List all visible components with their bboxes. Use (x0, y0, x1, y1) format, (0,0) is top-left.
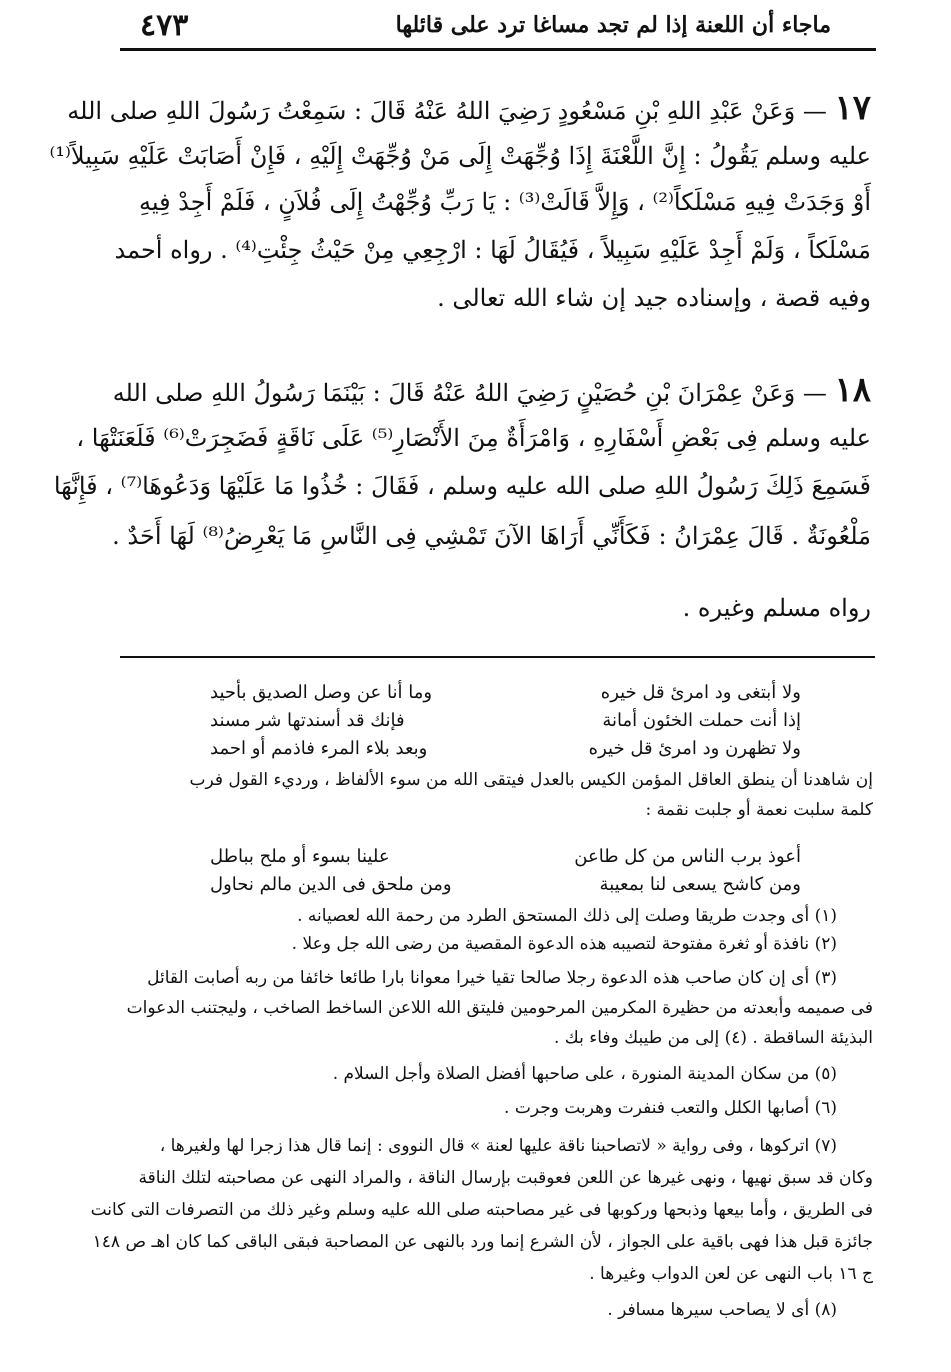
hadith-line: رواه مسلم وغيره . (682, 594, 871, 622)
hadith-number: ١٨ (834, 370, 871, 410)
hadith-line: عليه وسلم يَقُولُ : إِنَّ اللَّعْنَةَ إِذَا وُجِّهَتْ إِلَى مَنْ وُجِّهَتْ إِلَيْهِ ، فَإِنْ أَصَابَتْ عَلَيْهِ سَبِيلاً⁽¹⁾ (49, 142, 871, 170)
footnote-line: (٢) نافذة أو ثغرة مفتوحة لتصيبه هذه الدعوة المقصية من رضى الله جل وعلا . (291, 934, 837, 954)
verse: ولا تظهرن ود امرئ قل خيره وبعد بلاء المرء فاذمم أو احمد (210, 738, 801, 759)
prose-line: إن شاهدنا أن ينطق العاقل المؤمن الكيس بالعدل فيتقى الله من سوء الألفاظ ، ورديء القول فرب (189, 770, 873, 790)
footnote-line: (٦) أصابها الكلل والتعب فنفرت وهربت وجرت . (504, 1098, 837, 1118)
hadith-line: وفيه قصة ، وإسناده جيد إن شاء الله تعالى . (437, 284, 871, 312)
footnote-line: (٨) أى لا يصاحب سيرها مسافر . (607, 1300, 837, 1320)
hadith-line: عليه وسلم فِى بَعْضِ أَسْفَارِهِ ، وَامْرَأَةٌ مِنَ الأَنْصَارِ⁽⁵⁾ عَلَى نَاقَةٍ فَضَجِرَتْ⁽⁶⁾ فَلَعَنَتْهَا ، (76, 424, 871, 452)
hadith-line: مَلْعُونَةٌ . قَالَ عِمْرَانُ : فَكَأَنِّي أَرَاهَا الآنَ تَمْشِي فِى النَّاسِ مَا يَعْرِضُ⁽⁸⁾ لَهَا أَحَدٌ . (112, 522, 871, 550)
hadith-number: ١٧ (834, 88, 871, 128)
verse: إذا أنت حملت الخئون أمانة فإنك قد أسندتها شر مسند (210, 710, 801, 731)
footnote-line: (٧) اتركوها ، وفى رواية « لاتصاحبنا ناقة عليها لعنة » قال النووى : إنما قال هذا زجرا لها ولغيرها ، (159, 1136, 837, 1156)
footnote-line: فى الطريق ، وأما بيعها وذبحها وركوبها فى غير مصاحبته صلى الله عليه وسلم وغير ذلك من التصرفات التى كانت (90, 1200, 873, 1220)
verse: ولا أبتغى ود امرئ قل خيره وما أنا عن وصل الصديق بأحيد (210, 682, 801, 703)
page-number: ٤٧٣ (140, 8, 189, 43)
hadith-line: مَسْلَكاً ، وَلَمْ أَجِدْ عَلَيْهِ سَبِيلاً ، فَيُقَالُ لَهَا : ارْجِعِي مِنْ حَيْثُ جِئْتِ⁽⁴⁾ . رواه أحمد (114, 236, 871, 264)
footnote-line: (٥) من سكان المدينة المنورة ، على صاحبها أفضل الصلاة وأجل السلام . (332, 1064, 837, 1084)
footnote-line: فى صميمه وأبعدته من حظيرة المكرمين المرحومين فليتق الله اللاعن الساخط الصاخب ، وليجتنب الدعوات (126, 998, 873, 1018)
running-header (140, 8, 831, 44)
footnote-line: جائزة قبل هذا فهى باقية على الجواز ، لأن الشرع إنما ورد بالنهى عن المصاحبة فبقى الباقى كما كان اهـ ص ١٤٨ (92, 1232, 873, 1252)
hadith-line: أَوْ وَجَدَتْ فِيهِ مَسْلَكاً⁽²⁾ ، وَإِلاَّ قَالَتْ⁽³⁾ : يَا رَبِّ وُجِّهْتُ إِلَى فُلاَنٍ ، فَلَمْ أَجِدْ فِيهِ (138, 188, 871, 216)
prose-line: كلمة سلبت نعمة أو جلبت نقمة : (645, 800, 873, 820)
header-rule (120, 48, 876, 51)
hadith-line: فَسَمِعَ ذَلِكَ رَسُولُ اللهِ صلى الله عليه وسلم ، فَقَالَ : خُذُوا مَا عَلَيْهَا وَدَعُوهَا⁽⁷⁾ ، فَإِنَّهَا (53, 472, 871, 500)
verse: ومن كاشح يسعى لنا بمعيبة ومن ملحق فى الدين مالم نحاول (210, 874, 801, 895)
verse: أعوذ برب الناس من كل طاعن علينا بسوء أو ملح بباطل (210, 846, 801, 867)
hadith-line: ١٨ — وَعَنْ عِمْرَانَ بْنِ حُصَيْنٍ رَضِيَ اللهُ عَنْهُ قَالَ : بَيْنَمَا رَسُولُ اللهِ صلى الله (112, 370, 871, 410)
hadith-line: ١٧ — وَعَنْ عَبْدِ اللهِ بْنِ مَسْعُودٍ رَضِيَ اللهُ عَنْهُ قَالَ : سَمِعْتُ رَسُولَ اللهِ صلى الله (67, 88, 871, 128)
footnote-line: (٣) أى إن كان صاحب هذه الدعوة رجلا صالحا تقيا خيرا معوانا بارا طائعا خائفا من ربه أصابت القائل (147, 968, 837, 988)
footnote-line: البذيئة الساقطة . (٤) إلى من طيبك وفاء بك . (553, 1028, 873, 1048)
footnote-line: ج ١٦ باب النهى عن لعن الدواب وغيرها . (589, 1264, 873, 1284)
footnote-line: (١) أى وجدت طريقا وصلت إلى ذلك المستحق الطرد من رحمة الله لعصيانه . (297, 906, 837, 926)
footnote-divider (120, 656, 875, 658)
header-title: ماجاء أن اللعنة إذا لم تجد مساغا ترد على قائلها (395, 12, 831, 38)
footnote-line: وكان قد سبق نهيها ، ونهى غيرها عن اللعن فعوقبت بإرسال الناقة ، والمراد النهى عن مصاحبته لتلك الناقة (138, 1168, 873, 1188)
